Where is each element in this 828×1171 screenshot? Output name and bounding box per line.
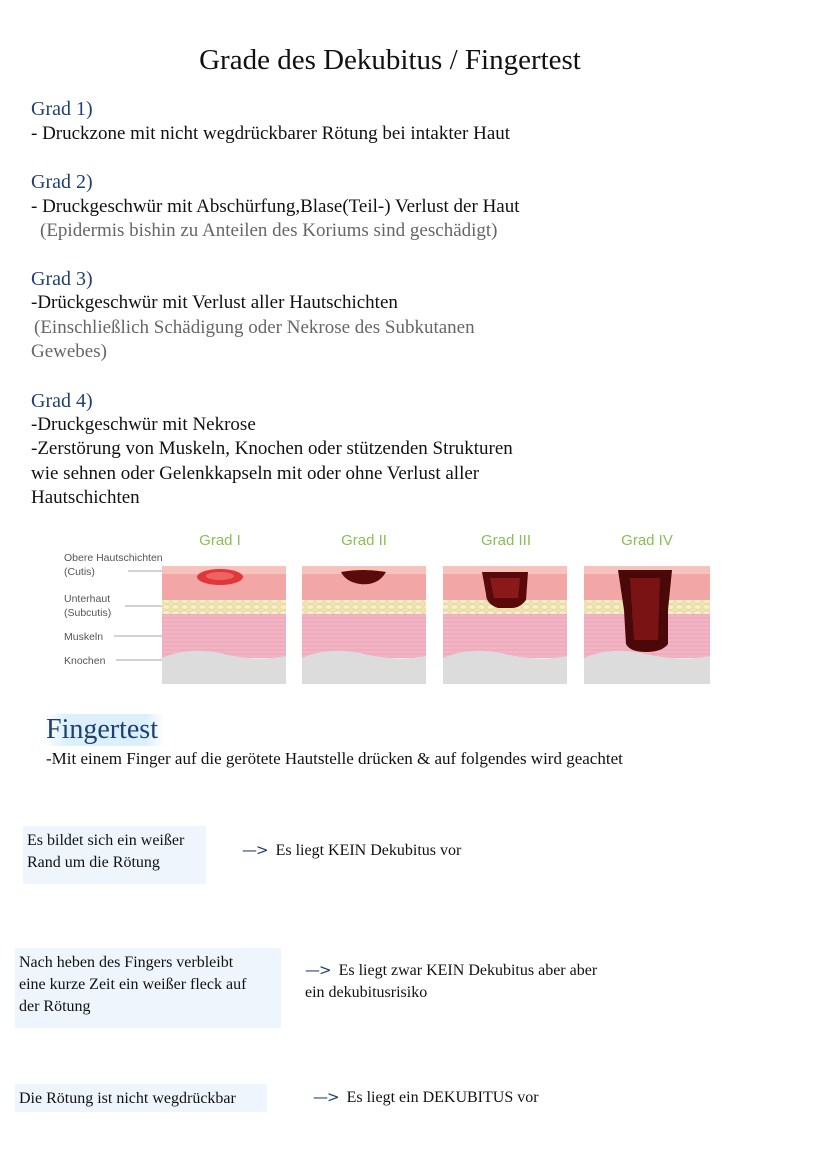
grade-3-heading: Grad 3) bbox=[31, 268, 93, 290]
fingertest-heading: Fingertest bbox=[44, 714, 164, 746]
fingertest-condition-2 bbox=[15, 948, 281, 1028]
condition-2-line-3: der Rötung bbox=[19, 998, 91, 1015]
fingertest-result-2 bbox=[305, 959, 597, 1004]
grade-1-heading: Grad 1) bbox=[31, 98, 93, 120]
diagram-grade-label-4: Grad IV bbox=[621, 532, 673, 549]
grade-3-note-2: Gewebes) bbox=[31, 341, 107, 362]
fingertest-intro: -Mit einem Finger auf die gerötete Hautstelle drücken & auf folgendes wird geachtet bbox=[46, 749, 623, 768]
decubitus-grade-diagram bbox=[0, 520, 828, 695]
fingertest-result-3 bbox=[313, 1088, 539, 1107]
condition-1-line-2: Rand um die Rötung bbox=[27, 854, 160, 871]
grade-4-heading: Grad 4) bbox=[31, 390, 93, 412]
grade-4-line-4: Hautschichten bbox=[31, 487, 140, 508]
skin-block-grade-4 bbox=[584, 566, 710, 684]
layer-label-bone: Knochen bbox=[64, 655, 106, 667]
grade-2-line-1: - Druckgeschwür mit Abschürfung,Blase(Teil-) Verlust der Haut bbox=[31, 196, 520, 217]
result-1-line-1: Es liegt KEIN Dekubitus vor bbox=[275, 842, 462, 859]
condition-1-line-1: Es bildet sich ein weißer bbox=[27, 832, 185, 849]
condition-2-line-1: Nach heben des Fingers verbleibt bbox=[19, 954, 234, 971]
grade-4-line-1: -Druckgeschwür mit Nekrose bbox=[31, 414, 256, 435]
grade-2-note-1: (Epidermis bishin zu Anteilen des Koriums sind geschädigt) bbox=[40, 220, 498, 241]
page-title: Grade des Dekubitus / Fingertest bbox=[199, 44, 581, 76]
result-3-line-1: Es liegt ein DEKUBITUS vor bbox=[346, 1089, 539, 1106]
diagram-grade-label-3: Grad III bbox=[480, 532, 532, 549]
fingertest-condition-3 bbox=[15, 1084, 267, 1112]
arrow-icon: —> bbox=[313, 1088, 339, 1106]
result-2-line-1: Es liegt zwar KEIN Dekubitus aber aber bbox=[338, 962, 598, 979]
skin-block-grade-3 bbox=[443, 566, 567, 684]
layer-label-cutis: Obere Hautschichten bbox=[64, 552, 163, 564]
layer-label-subcutis: Unterhaut bbox=[64, 593, 111, 605]
diagram-grade-label-2: Grad II bbox=[341, 532, 387, 549]
grade-4-line-3: wie sehnen oder Gelenkkapseln mit oder ohne Verlust aller bbox=[31, 463, 480, 484]
grade-1-line-1: - Druckzone mit nicht wegdrückbarer Rötung bei intakter Haut bbox=[31, 123, 511, 144]
skin-block-grade-2 bbox=[302, 566, 426, 684]
fingertest-result-1 bbox=[242, 841, 461, 860]
layer-label-muscles: Muskeln bbox=[64, 631, 104, 643]
layer-label-cutis-latin: (Cutis) bbox=[64, 566, 95, 578]
layer-label-subcutis-latin: (Subcutis) bbox=[64, 607, 112, 619]
result-2-line-2: ein dekubitusrisiko bbox=[305, 984, 428, 1001]
condition-2-line-2: eine kurze Zeit ein weißer fleck auf bbox=[19, 976, 247, 993]
grade-2-heading: Grad 2) bbox=[31, 171, 93, 193]
grade-3-note-1: (Einschließlich Schädigung oder Nekrose des Subkutanen bbox=[34, 317, 475, 338]
diagram-grade-label-1: Grad I bbox=[199, 532, 241, 549]
condition-3-line-1: Die Rötung ist nicht wegdrückbar bbox=[19, 1090, 236, 1107]
grade-3-line-1: -Drückgeschwür mit Verlust aller Hautschichten bbox=[31, 292, 398, 313]
fingertest-condition-1 bbox=[23, 826, 206, 884]
arrow-icon: —> bbox=[242, 841, 268, 859]
grade-4-line-2: -Zerstörung von Muskeln, Knochen oder stützenden Strukturen bbox=[31, 438, 513, 459]
skin-block-grade-1 bbox=[162, 566, 286, 684]
arrow-icon: —> bbox=[305, 961, 331, 979]
